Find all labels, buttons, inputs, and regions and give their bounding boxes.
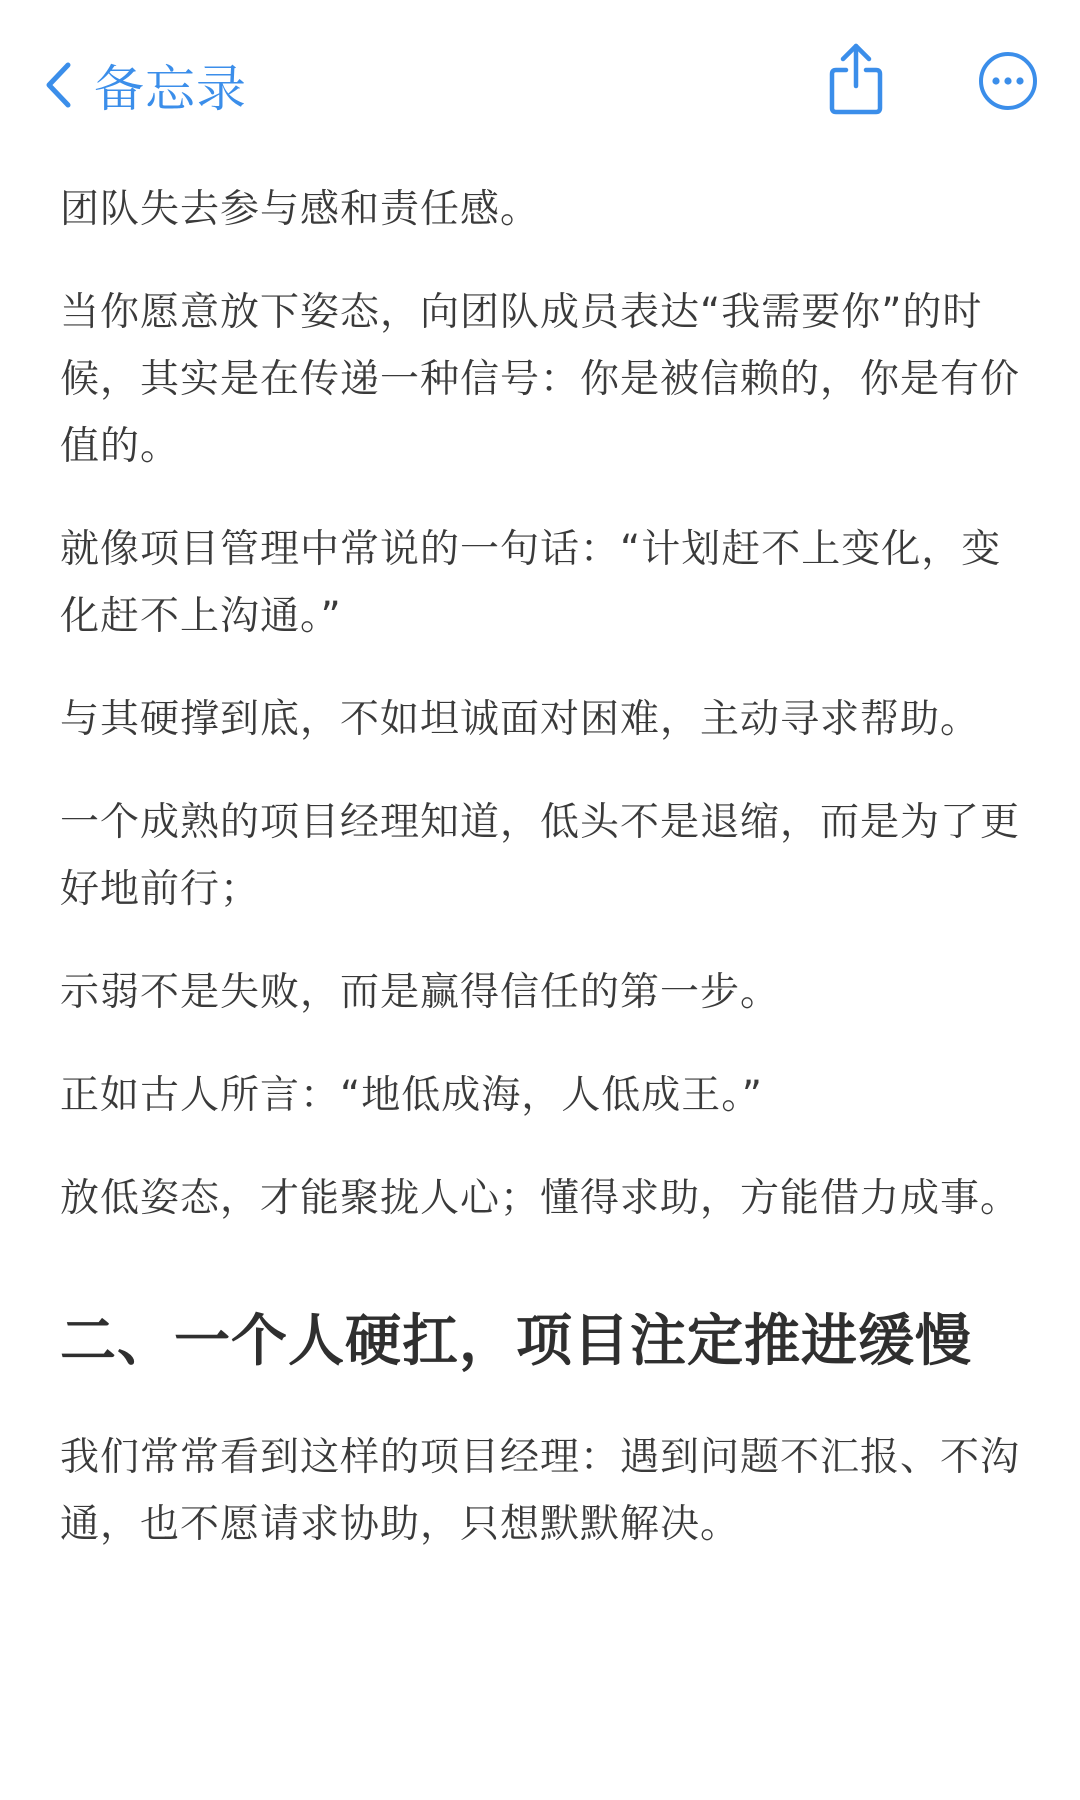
- share-icon: [826, 40, 886, 116]
- note-paragraph: 当你愿意放下姿态，向团队成员表达“我需要你”的时候，其实是在传递一种信号：你是被信赖的，你是有价值的。: [60, 290, 1021, 469]
- note-paragraph: 一个成熟的项目经理知道，低头不是退缩，而是为了更好地前行；: [60, 800, 1021, 912]
- back-label: 备忘录: [94, 60, 247, 118]
- note-content[interactable]: [60, 176, 1030, 1594]
- note-paragraph: 放低姿态，才能聚拢人心；懂得求助，方能借力成事。: [60, 1176, 1021, 1221]
- chevron-left-icon: [44, 61, 72, 109]
- more-icon: [978, 51, 1038, 111]
- share-button[interactable]: [826, 40, 886, 116]
- section-heading: 二、一个人硬扛，项目注定推进缓慢: [60, 1309, 972, 1374]
- note-paragraph: 团队失去参与感和责任感。: [60, 187, 541, 232]
- back-button[interactable]: [44, 50, 247, 120]
- note-paragraph: 我们常常看到这样的项目经理：遇到问题不汇报、不沟通，也不愿请求协助，只想默默解决。: [60, 1435, 1021, 1547]
- note-paragraph: 与其硬撑到底，不如坦诚面对困难，主动寻求帮助。: [60, 697, 981, 742]
- note-paragraph: 示弱不是失败，而是赢得信任的第一步。: [60, 970, 781, 1015]
- note-paragraph: 就像项目管理中常说的一句话：“计划赶不上变化，变化赶不上沟通。”: [60, 527, 1002, 639]
- note-paragraph: 正如古人所言：“地低成海，人低成王。”: [60, 1073, 763, 1118]
- more-button[interactable]: [978, 51, 1038, 111]
- navigation-bar: [0, 0, 1080, 170]
